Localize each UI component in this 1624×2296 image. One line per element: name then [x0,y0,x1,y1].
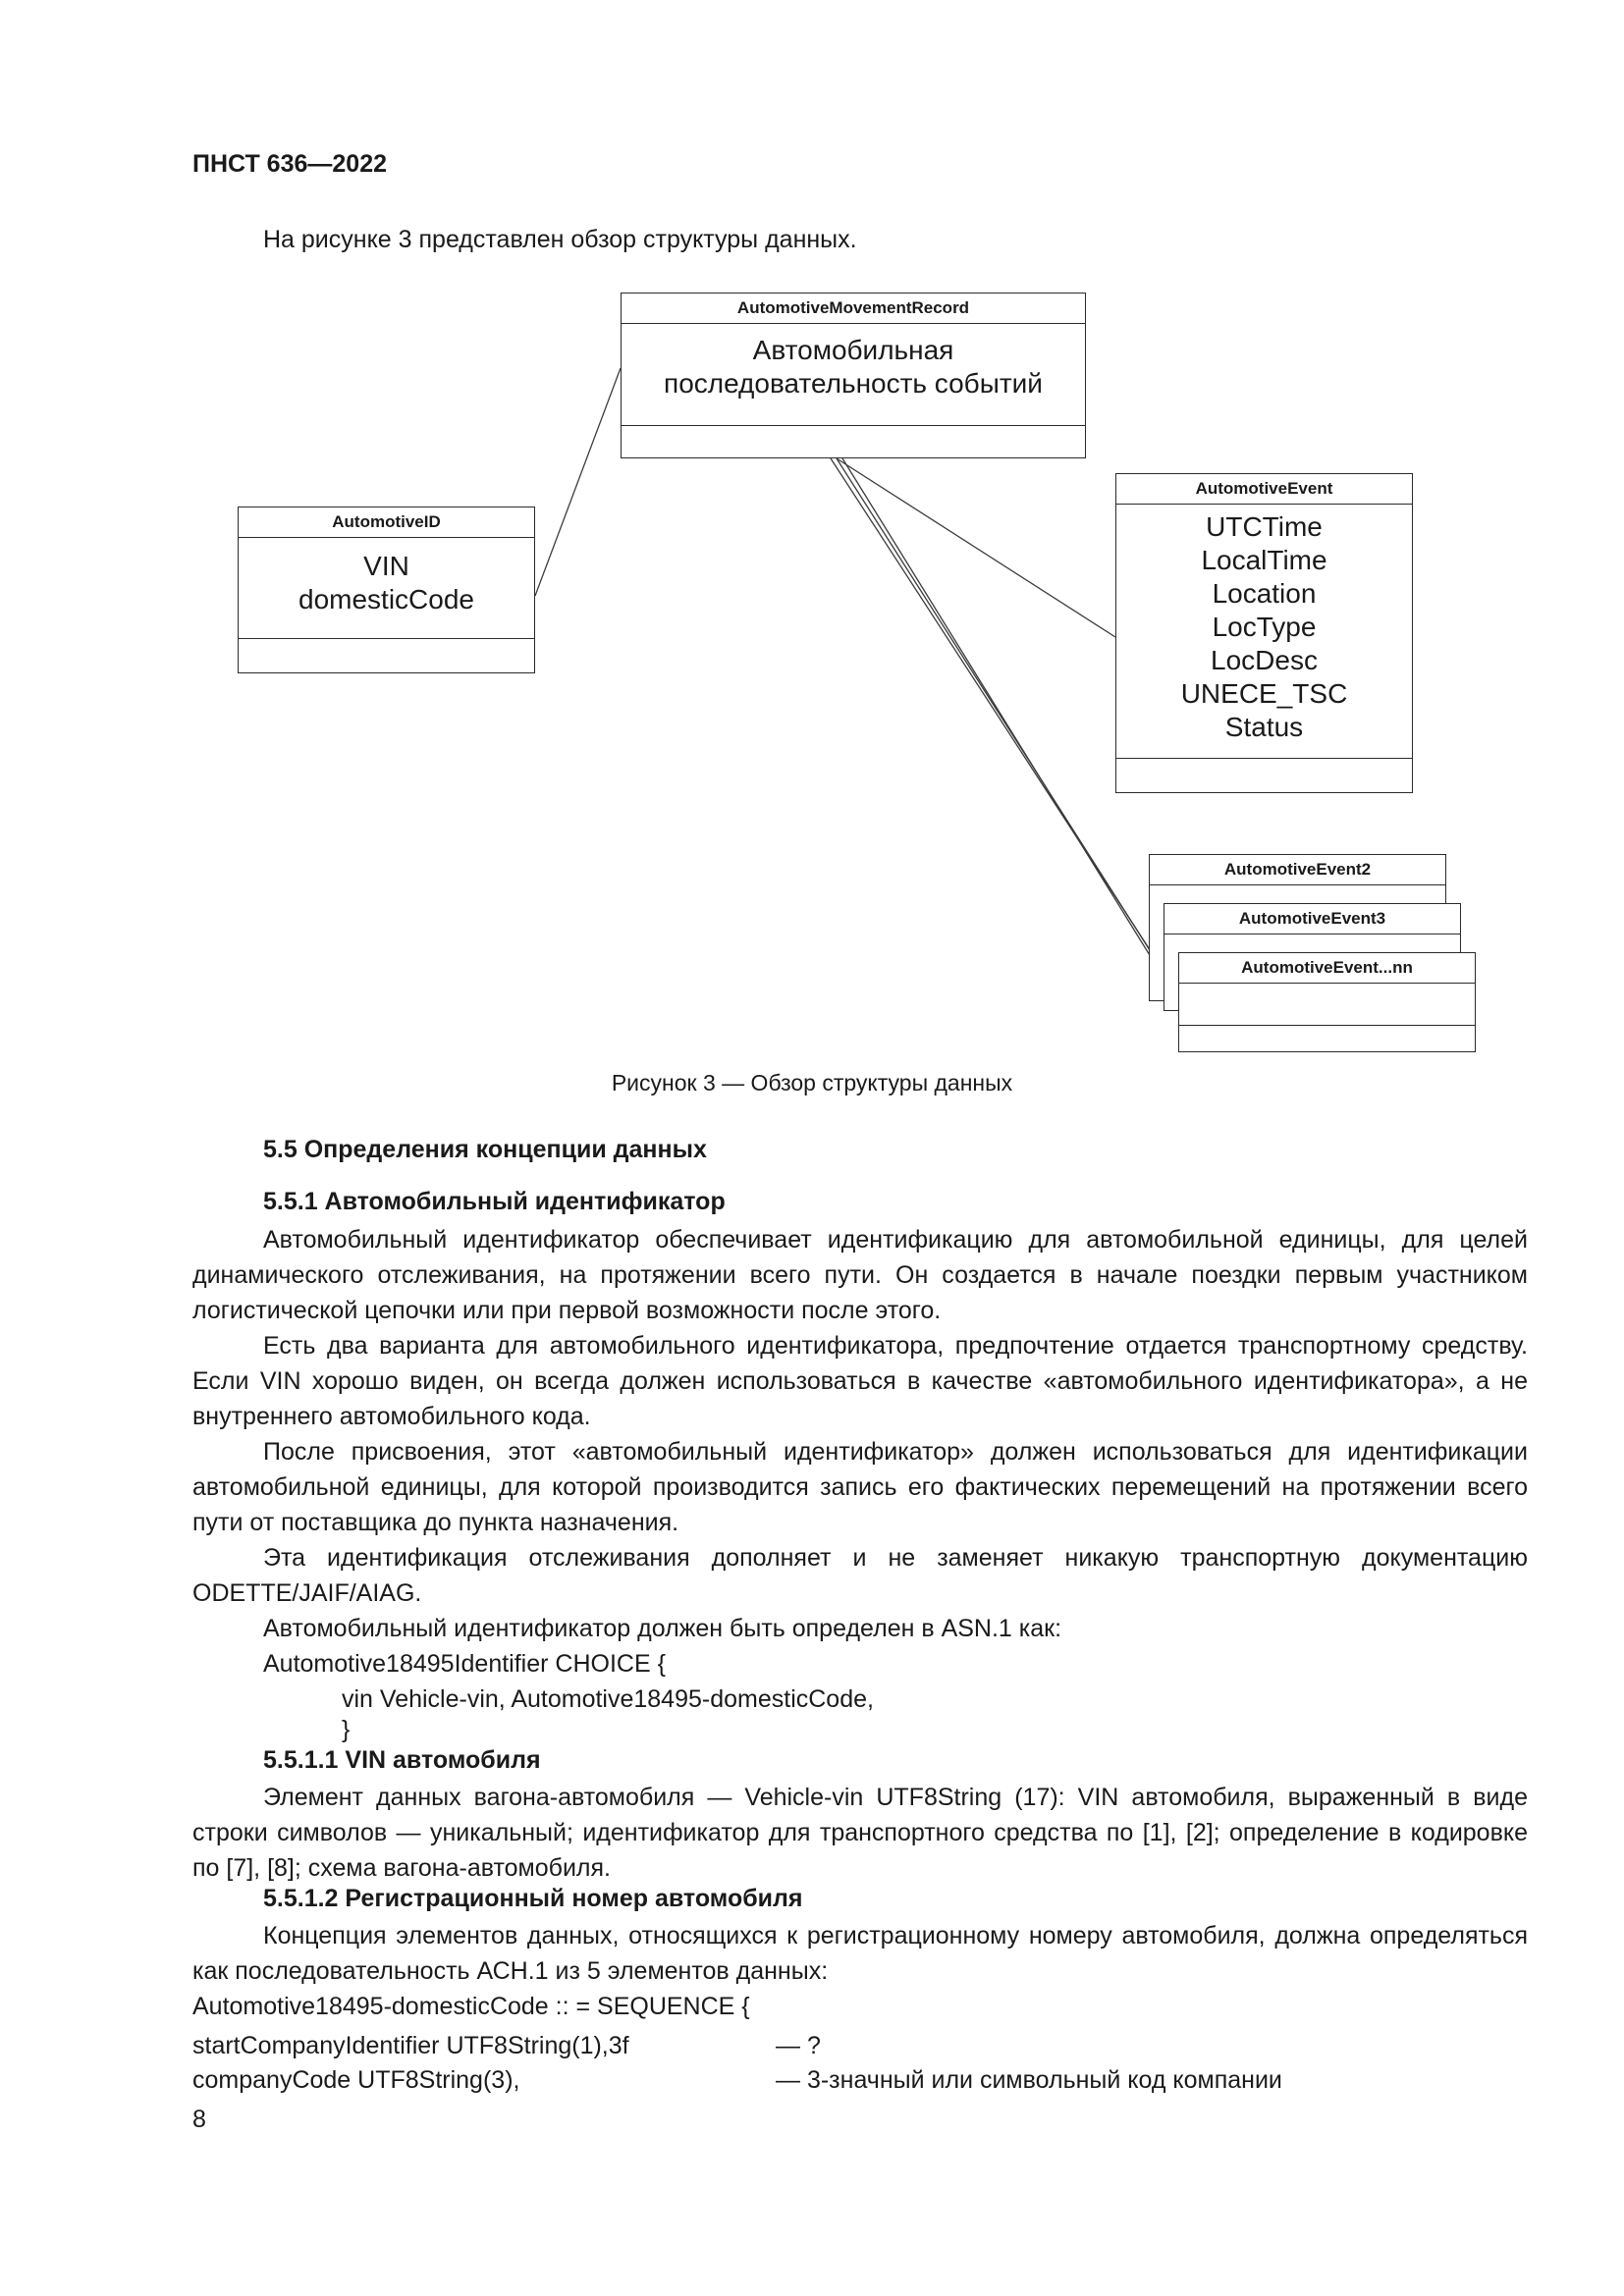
section-5-5-1-heading: 5.5.1 Автомобильный идентификатор [263,1188,726,1215]
automotive-event-footer [1116,758,1412,792]
event-field-status: Status [1224,712,1304,742]
asn-code-line-2: vin Vehicle-vin, Automotive18495-domesticCode, [342,1685,874,1713]
automotive-event-body [1116,505,1412,744]
section-5-5-1-1-paragraph: Элемент данных вагона-автомобиля — Vehicle-vin UTF8String (17): VIN автомобиля, выраженный в виде строки символов — уникальный; идентификатор для транспортного средства по [1], [2]; определение в кодировке по [7], [8]; схема вагона-автомобиля. [192,1784,1528,1882]
page-number: 8 [192,2106,206,2133]
automotive-eventnn-title: AutomotiveEvent...nn [1179,953,1475,984]
asn-code-line-1: Automotive18495Identifier CHOICE { [263,1650,666,1678]
record-footer [622,425,1085,457]
automotive-event-title: AutomotiveEvent [1116,474,1412,505]
section-5-5-1-2-paragraph: Концепция элементов данных, относящихся к регистрационному номеру автомобиля, должна определяться как последовательность АСН.1 из 5 элементов данных: [192,1922,1528,1985]
automotive-id-line-1: VIN [363,551,409,581]
event-field-locdesc: LocDesc [1211,645,1318,675]
sequence-row-1-left: startCompanyIdentifier UTF8String(1),3f [192,2032,629,2059]
section-5-5-1-paragraph-5: Автомобильный идентификатор должен быть определен в ASN.1 как: [263,1615,1062,1642]
event-field-utctime: UTCTime [1206,511,1323,542]
record-line-1: Автомобильная [752,335,954,365]
automotive-id-body [239,538,534,616]
document-id-header: ПНСТ 636—2022 [192,150,387,178]
automotive-id-title: AutomotiveID [239,507,534,538]
section-5-5-1-paragraph-2: Есть два варианта для автомобильного идентификатора, предпочтение отдается транспортному средству. Если VIN хорошо виден, он всегда должен использоваться в качестве «автомобильного идентификатора», а не внутреннего автомобильного кода. [192,1332,1528,1430]
intro-text: На рисунке 3 представлен обзор структуры данных. [263,226,857,253]
automotive-event-box [1115,473,1413,793]
connector-record-event2 [831,458,1149,948]
section-5-5-1-paragraph-3: После присвоения, этот «автомобильный идентификатор» должен использоваться для идентификации автомобильной единицы, для которой производится запись его фактических перемещений на протяжении всего пути от поставщика до пункта назначения. [192,1438,1528,1536]
automotive-event3-title: AutomotiveEvent3 [1164,904,1460,934]
automotive-eventnn-footer [1179,1025,1475,1051]
figure-caption: Рисунок 3 — Обзор структуры данных [611,1070,1013,1095]
sequence-row-2-left: companyCode UTF8String(3), [192,2066,520,2094]
automotive-id-footer [239,638,534,672]
record-line-2: последовательность событий [664,368,1043,399]
event-field-location: Location [1212,578,1317,609]
section-5-5-1-paragraph-4: Эта идентификация отслеживания дополняет и не заменяет никакую транспортную документацию ODETTE/JAIF/AIAG. [192,1544,1528,1607]
asn-code-line-3: } [342,1716,351,1743]
automotive-id-line-2: domesticCode [298,584,474,614]
section-5-5-heading: 5.5 Определения концепции данных [263,1136,707,1163]
event-field-localtime: LocalTime [1201,545,1327,575]
event-field-loctype: LocType [1212,612,1317,642]
event-field-unece-tsc: UNECE_TSC [1180,678,1348,709]
record-title: AutomotiveMovementRecord [622,294,1085,324]
sequence-definition: Automotive18495-domesticCode :: = SEQUENCE { [192,1993,750,2020]
sequence-row-2-right: — 3-значный или символьный код компании [776,2066,1282,2094]
section-5-5-1-paragraph-1: Автомобильный идентификатор обеспечивает идентификацию для автомобильной единицы, для целей динамического отслеживания, на протяжении всего пути. Он создается в начале поездки первым участником логистической цепочки или при первой возможности после этого. [192,1226,1528,1324]
connector-record-event [837,458,1115,637]
record-box [621,293,1086,458]
record-body [622,324,1085,400]
automotive-eventnn-box [1178,952,1476,1052]
section-5-5-1-2-heading: 5.5.1.2 Регистрационный номер автомобиля [263,1885,803,1912]
section-5-5-1-1-heading: 5.5.1.1 VIN автомобиля [263,1746,541,1774]
automotive-event2-title: AutomotiveEvent2 [1150,855,1445,885]
sequence-row-1-right: — ? [776,2032,821,2059]
automotive-id-box [238,507,535,673]
connector-record-id [535,368,621,596]
